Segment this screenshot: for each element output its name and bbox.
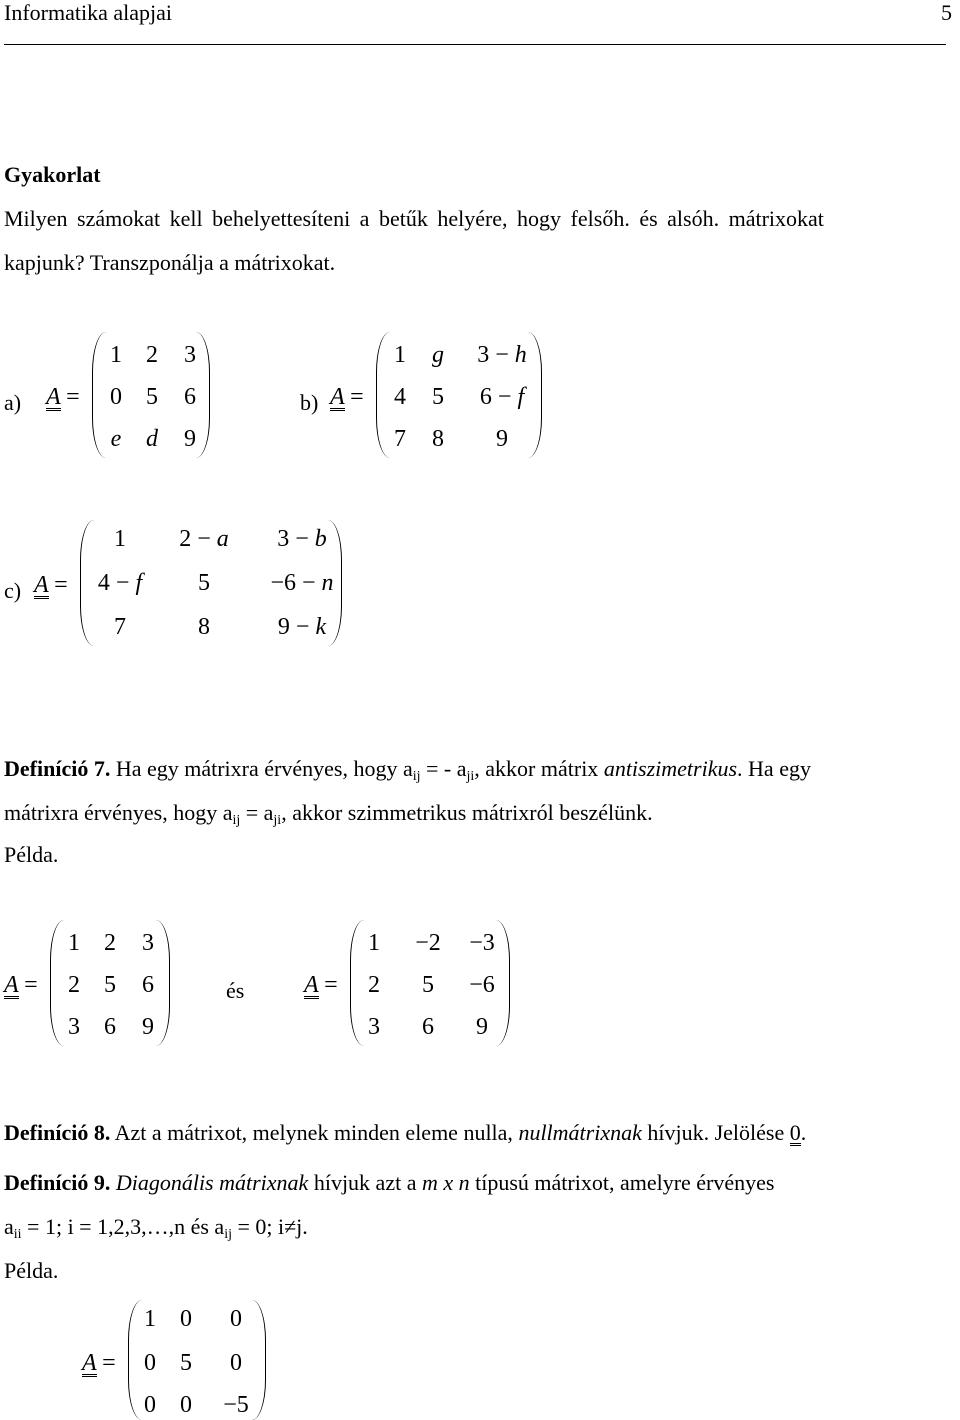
matrix-cell-r3c1: 7 [114,614,126,640]
matrix-cell-r1c1: 1 [110,342,122,368]
running-header-title: Informatika alapjai [4,0,172,25]
matrix-cell-r2c1: 2 [68,972,80,998]
matrix-b [376,332,542,458]
matrix-c-lhs: A = [34,572,68,598]
def9-line1: Definíció 9. Diagonális mátrixnak hívjuk azt a m x n típusú mátrixot, amelyre érvényes [4,1170,775,1195]
matrix-cell-r3c1: 3 [68,1014,80,1040]
matrix-a [92,332,210,458]
exercise-text-2: kapjunk? Transzponálja a mátrixokat. [4,250,336,275]
label-b: b) [300,390,319,415]
matrix-cell-r3c3: 9 [496,426,508,452]
matrix-cell-r1c2: 2 [146,342,158,368]
right-paren [251,1300,266,1420]
matrix-cell-r2c3: 0 [230,1350,242,1376]
matrix-cell-r2c1: 0 [144,1350,156,1376]
matrix-cell-r1c3: 3 − b [277,526,327,552]
def8-line: Definíció 8. Azt a mátrixot, melynek minden eleme nulla, nullmátrixnak hívjuk. Jelölése 0. [4,1120,807,1145]
left-paren [92,332,107,458]
null-matrix-symbol: 0 [789,1120,801,1145]
matrix-cell-r2c3: 6 [142,972,154,998]
matrix-cell-r3c1: e [110,426,122,452]
left-paren [80,520,95,646]
def7-line2: mátrixra érvényes, hogy $a_{ij} = a_{ji}$, akkor szimmetrikus mátrixról beszélünk. [4,800,653,828]
matrix-cell-r2c1: 2 [368,972,380,998]
left-paren [50,920,65,1046]
matrix-symmetric [50,920,170,1046]
page-number: 5 [941,0,952,25]
def9-example: Példa. [4,1258,59,1283]
matrix-cell-r1c1: 1 [68,930,80,956]
matrix-cell-r2c3: −6 [469,972,495,998]
matrix-cell-r1c1: 1 [114,526,126,552]
matrix-cell-r2c1: 4 − f [97,570,143,596]
matrix-cell-r3c3: 9 [184,426,196,452]
def9-line2: $a_{ii} = 1$; i = 1,2,3,…,n és $a_{ij} = 0$; i≠j. [4,1214,308,1242]
matrix-cell-r2c2: 5 [432,384,444,410]
matrix-cell-r1c2: 2 − a [179,526,229,552]
matrix-cell-r3c2: 6 [422,1014,434,1040]
matrix-cell-r2c2: 5 [198,570,210,596]
matrix-cell-r2c2: 5 [146,384,158,410]
matrix-cell-r3c2: 6 [104,1014,116,1040]
matrix-cell-r3c1: 0 [144,1392,156,1418]
matrix-cell-r1c2: −2 [415,930,441,956]
matrix-cell-r3c3: 9 [476,1014,488,1040]
es-connector: és [226,978,245,1003]
matrix-cell-r2c3: 6 [184,384,196,410]
header-rule [4,44,946,45]
matrix-cell-r3c2: 8 [198,614,210,640]
matrix-cell-r2c2: 5 [104,972,116,998]
matrix-cell-r1c3: 3 − h [477,342,527,368]
matrix-cell-r3c1: 3 [368,1014,380,1040]
matrix-cell-r3c2: 0 [180,1392,192,1418]
matrix-cell-r1c3: 0 [230,1306,242,1332]
matrix-cell-r3c3: −5 [223,1392,249,1418]
matrix-antisymmetric [350,920,510,1046]
right-paren [495,920,510,1046]
matrix-cell-r3c3: 9 [142,1014,154,1040]
def7-example: Példa. [4,842,59,867]
matrix-cell-r2c3: −6 − n [270,570,334,596]
matrix-cell-r3c3: 9 − k [277,614,327,640]
left-paren [350,920,365,1046]
matrix-cell-r2c3: 6 − f [479,384,525,410]
matrix-cell-r1c2: g [432,342,444,368]
matrix-cell-r3c1: 7 [394,426,406,452]
matrix-c [80,520,342,646]
def7-line1: Definíció 7. Ha egy mátrixra érvényes, hogy $a_{ij}$ = - $a_{ji}$, akkor mátrix antiszimetrikus. Ha egy [4,756,811,784]
matrix-diag-lhs: A = [82,1350,116,1376]
matrix-diagonal [128,1300,266,1420]
matrix-cell-r2c2: 5 [180,1350,192,1376]
exercise-text-1: Milyen számokat kell behelyettesíteni a betűk helyére, hogy felsőh. és alsóh. mátrixokat [4,206,824,231]
matrix-anti-lhs: A = [304,972,338,998]
matrix-cell-r2c2: 5 [422,972,434,998]
right-paren [527,332,542,458]
matrix-cell-r1c3: 3 [142,930,154,956]
matrix-cell-r3c2: d [146,426,158,452]
matrix-cell-r2c1: 0 [110,384,122,410]
matrix-cell-r1c1: 1 [368,930,380,956]
matrix-cell-r2c1: 4 [394,384,406,410]
matrix-cell-r1c1: 1 [144,1306,156,1332]
left-paren [376,332,391,458]
matrix-cell-r1c3: −3 [469,930,495,956]
matrix-sym-lhs: A = [4,972,38,998]
right-paren [155,920,170,1046]
matrix-b-lhs: A = [330,384,364,410]
right-paren [195,332,210,458]
left-paren [128,1300,143,1420]
matrix-a-lhs: A = [46,384,80,410]
label-c: c) [4,578,22,603]
label-a: a) [4,390,22,415]
matrix-cell-r3c2: 8 [432,426,444,452]
exercise-heading: Gyakorlat [4,162,101,187]
matrix-cell-r1c3: 3 [184,342,196,368]
matrix-cell-r1c2: 2 [104,930,116,956]
matrix-cell-r1c2: 0 [180,1306,192,1332]
matrix-cell-r1c1: 1 [394,342,406,368]
